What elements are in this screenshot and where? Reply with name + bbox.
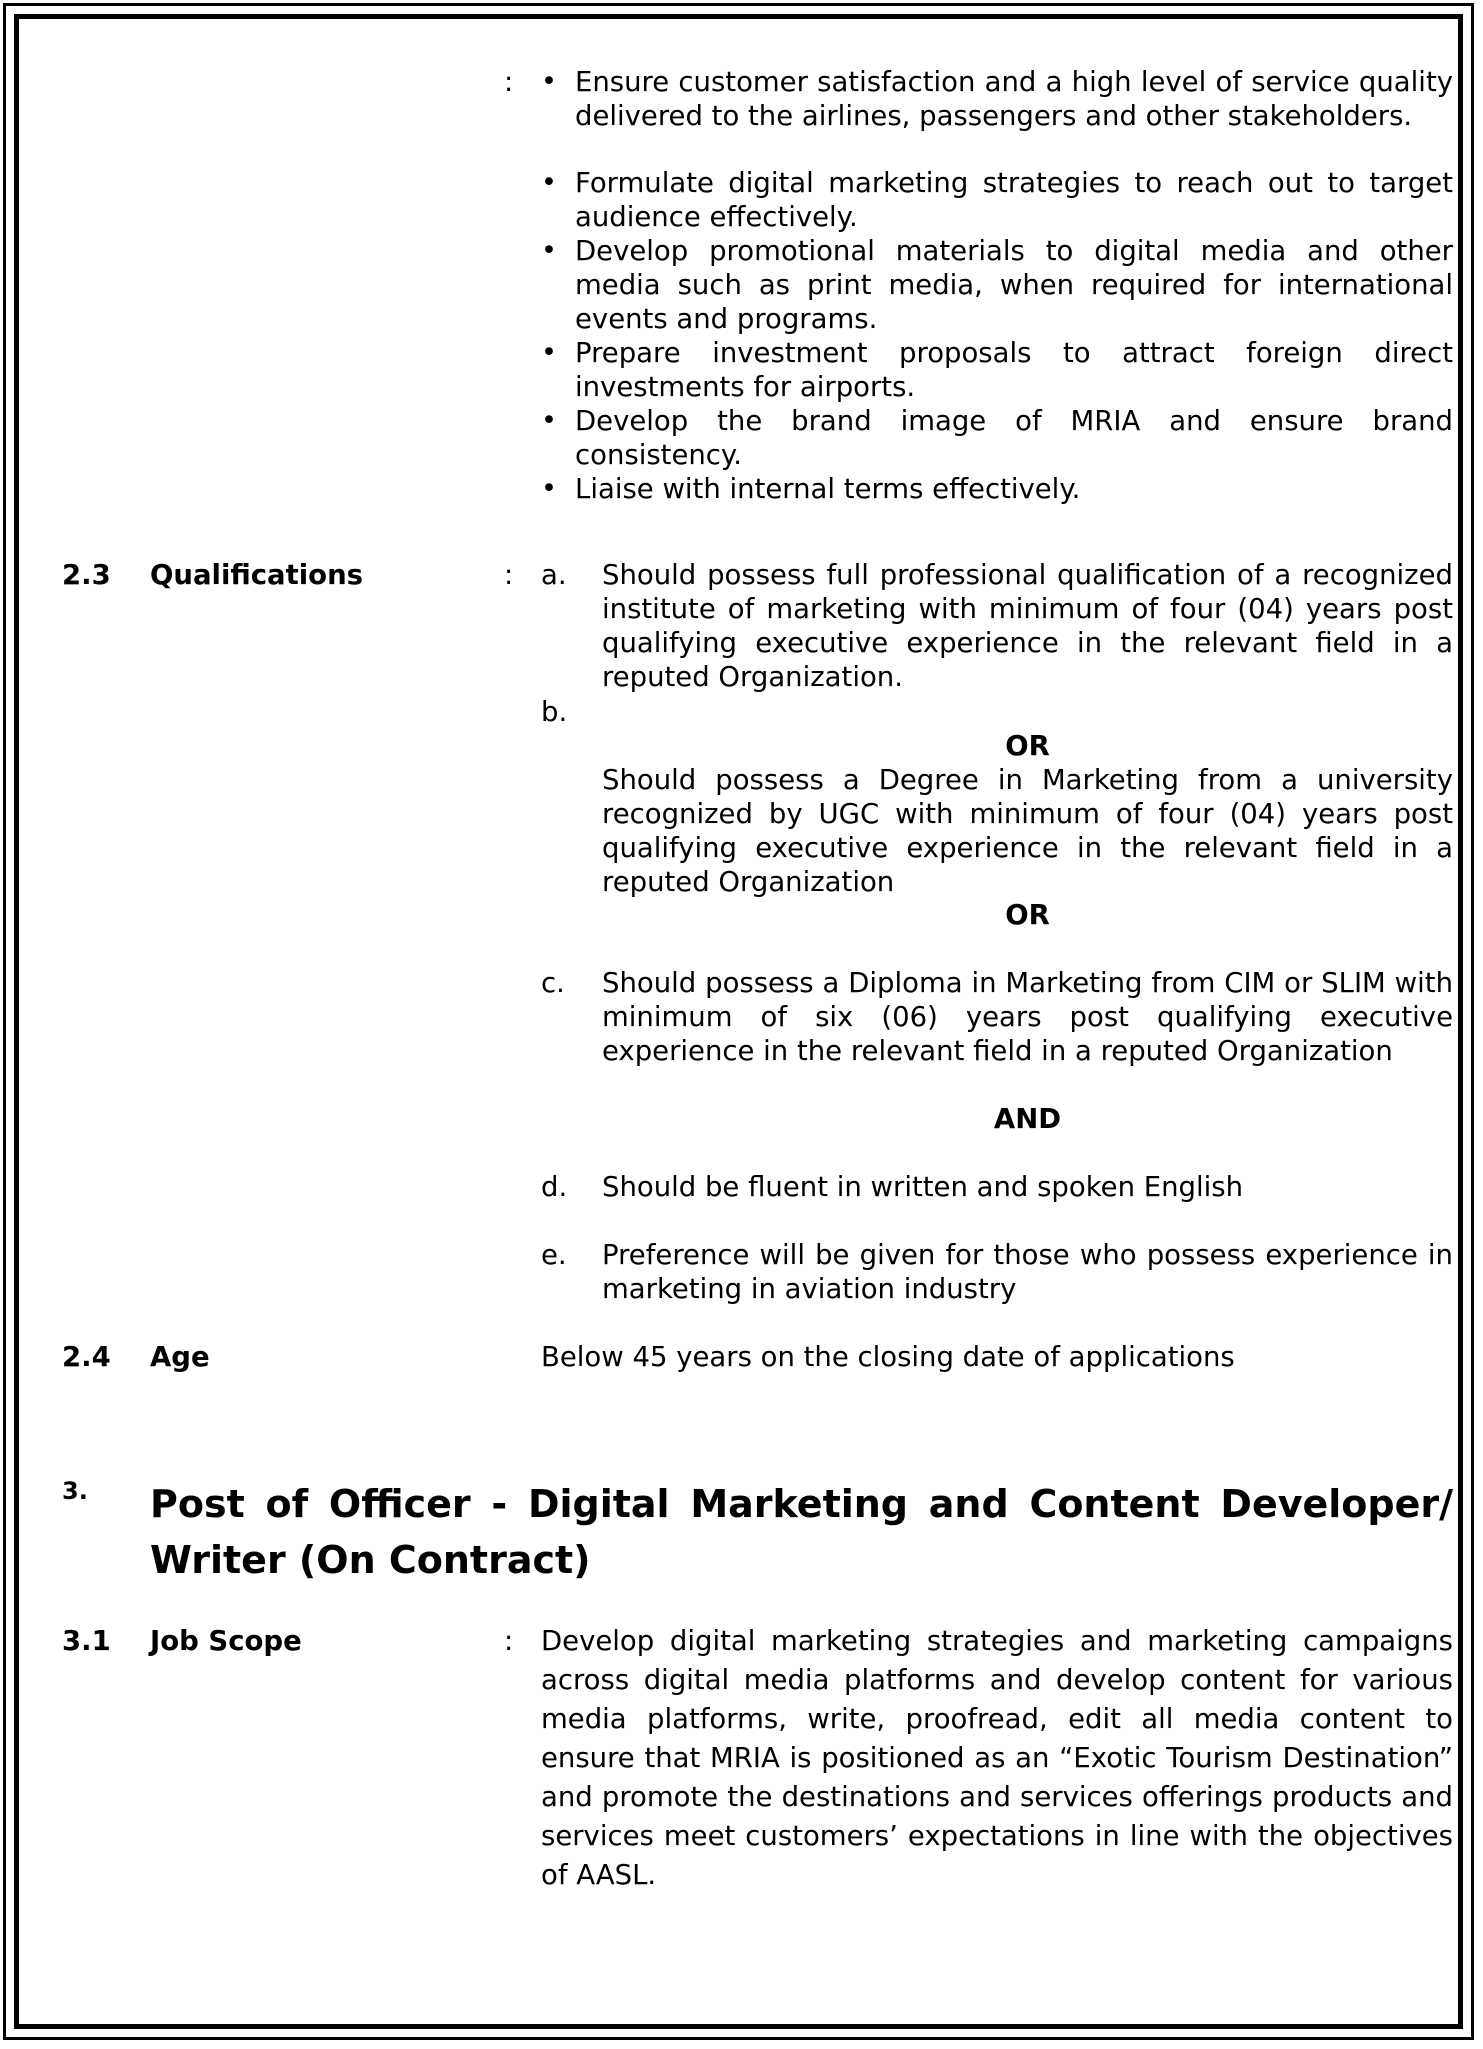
job-scope-label: Job Scope <box>150 1625 302 1657</box>
bullet-icon: • <box>541 405 557 436</box>
age-value: Below 45 years on the closing date of applications <box>541 1341 1235 1373</box>
and-separator: AND <box>993 1103 1062 1135</box>
duty-item: Develop the brand image of MRIA and ensure brand consistency. <box>575 405 1453 471</box>
qualifications-label: Qualifications <box>150 559 364 591</box>
bullet-icon: • <box>541 66 557 97</box>
item-marker-e: e. <box>541 1239 567 1271</box>
age-number: 2.4 <box>62 1341 111 1373</box>
or-separator-1: OR <box>1005 730 1050 762</box>
qualifications-number: 2.3 <box>62 559 111 591</box>
bullet-icon: • <box>541 337 557 368</box>
item-marker-b: b. <box>541 696 568 728</box>
qualification-d-text: Should be fluent in written and spoken English <box>602 1171 1244 1203</box>
duty-item: Ensure customer satisfaction and a high level of service quality delivered to the airlines, passengers and other stakeholders. <box>575 66 1453 132</box>
qualification-b-text: Should possess a Degree in Marketing from a university recognized by UGC with minimum of four (04) years post qualifying executive experience in the relevant field in a reputed Organization <box>602 764 1453 898</box>
or-separator-2: OR <box>1005 899 1050 931</box>
age-label: Age <box>150 1341 210 1373</box>
bullet-icon: • <box>541 235 557 266</box>
item-marker-c: c. <box>541 967 565 999</box>
item-marker-a: a. <box>541 559 567 591</box>
duties-colon: : <box>504 66 514 98</box>
duty-item: Formulate digital marketing strategies to reach out to target audience effectively. <box>575 167 1453 233</box>
duty-item: Liaise with internal terms effectively. <box>575 473 1081 505</box>
job-scope-colon: : <box>504 1625 514 1657</box>
qualifications-colon: : <box>504 559 514 591</box>
duty-item: Develop promotional materials to digital media and other media such as print media, when required for international events and programs. <box>575 235 1453 335</box>
section-number: 3. <box>62 1477 88 1505</box>
qualification-c-text: Should possess a Diploma in Marketing from CIM or SLIM with minimum of six (06) years post qualifying executive experience in the relevant field in a reputed Organization <box>602 967 1453 1067</box>
qualification-e-text: Preference will be given for those who possess experience in marketing in aviation industry <box>602 1239 1453 1305</box>
job-scope-text: Develop digital marketing strategies and marketing campaigns across digital media platforms and develop content for various media platforms, write, proofread, edit all media content to ensure that MRIA is positioned as an “Exotic Tourism Destination” and promote the destinations and services offerings products and services meet customers’ expectations in line with the objectives of AASL. <box>541 1625 1453 1891</box>
qualification-a-text: Should possess full professional qualification of a recognized institute of marketing with minimum of four (04) years post qualifying executive experience in the relevant field in a reputed Organization. <box>602 559 1453 693</box>
section-title: Post of Officer - Digital Marketing and Content Developer/ Writer (On Contract) <box>150 1482 1453 1582</box>
bullet-icon: • <box>541 473 557 504</box>
duty-item: Prepare investment proposals to attract foreign direct investments for airports. <box>575 337 1453 403</box>
bullet-icon: • <box>541 167 557 198</box>
item-marker-d: d. <box>541 1171 568 1203</box>
job-scope-number: 3.1 <box>62 1625 111 1657</box>
